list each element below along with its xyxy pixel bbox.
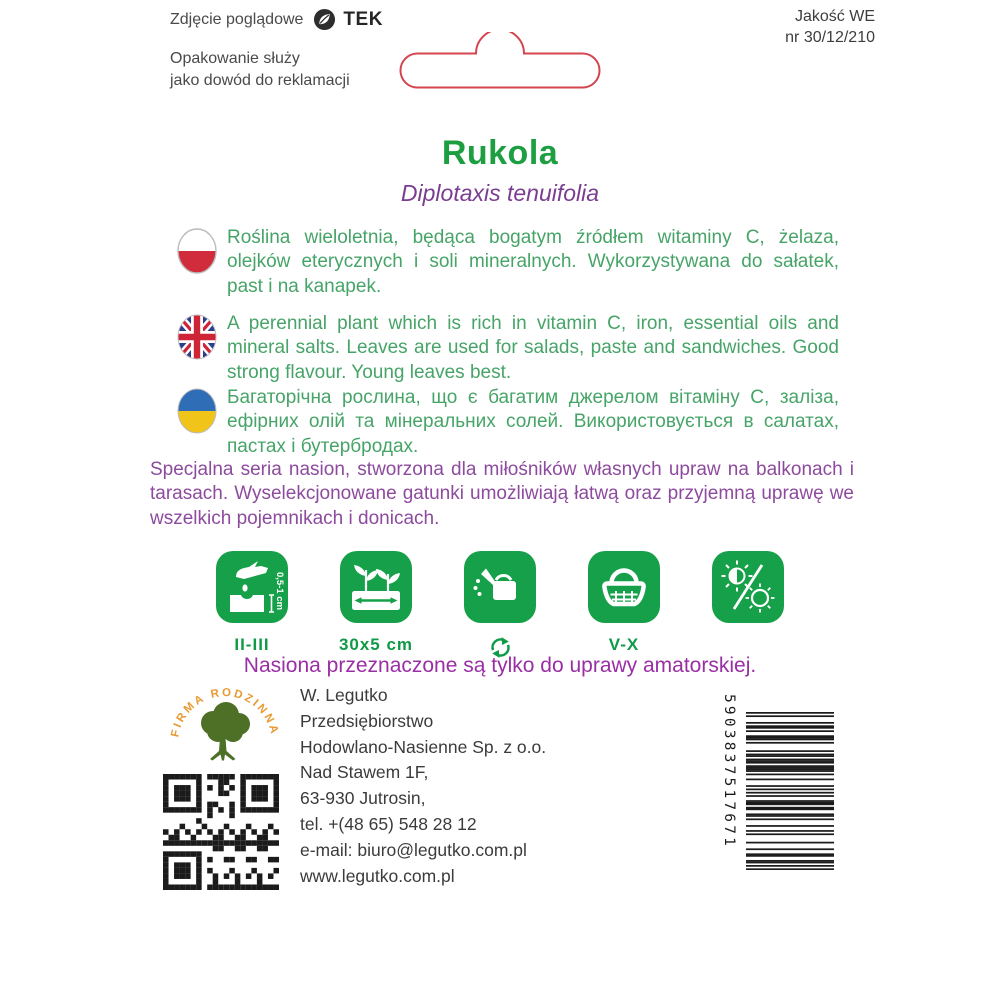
company-line: www.legutko.com.pl [300,865,455,886]
uk-flag-icon [177,314,217,360]
pictogram-sun [692,550,804,665]
sowing-months-label: II-III [234,635,270,654]
packaging-note [170,48,350,91]
packaging-note-line2: jako dowód do reklamacji [170,71,350,89]
pictogram-spacing [320,550,432,665]
page-title: Rukola [441,134,559,172]
tek-leaf-icon [313,8,336,31]
latin-name: Diplotaxis tenuifolia [400,180,600,206]
company-line: 63-930 Jutrosin, [300,788,426,809]
quality-line1: Jakość WE [794,8,875,25]
barcode [746,712,834,870]
quality-line2: nr 30/12/210 [785,29,875,46]
company-line: Nad Stawem 1F, [300,762,429,783]
plant-spacing-icon [339,550,413,624]
company-line: tel. +(48 65) 548 28 12 [300,813,477,834]
quality-mark [690,6,875,48]
sowing-depth-icon [215,550,289,624]
sowing-depth-text: 0,5-1 cm [274,572,285,611]
company-line: e-mail: biuro@legutko.com.pl [300,839,527,860]
tek-label: TEK [343,8,383,30]
tek-logo [313,8,383,31]
company-line: W. Legutko [300,685,388,705]
spacing-label: 30x5 cm [338,635,414,654]
pictogram-harvest [568,550,680,665]
oak-tree-icon [201,702,250,761]
description-uk: Багаторічна рослина, що є багатим джерелом вітаміну C, заліза, ефірних олій та мінеральних солей. Використовується в салатах, пастах і бутербродах. [227,387,839,457]
pictogram-row [196,550,804,665]
harvest-months-label: V-X [608,635,640,654]
special-series-note: Specjalna seria nasion, stworzona dla miłośników własnych upraw na balkonach i tarasach. Wyselekcjonowane gatunki umożliwiają łatwą oraz przyjemną uprawę we wszelkich pojemnikach i donicach. [150,459,854,529]
description-pl: Roślina wieloletnia, będąca bogatym źródłem witaminy C, żelaza, olejków eterycznych i soli mineralnych. Wykorzystywana do sałatek, past i na kanapek. [227,227,839,297]
barcode-number: 5903837517671 [721,694,737,850]
logo-arc-text: FIRMA RODZINNA [169,686,281,739]
photo-note: Zdjęcie poglądowe [170,10,304,28]
pictogram-sowing [196,550,308,665]
header-left [170,8,383,31]
poland-flag-icon [177,228,217,274]
company-line: Hodowlano-Nasienne Sp. z o.o. [300,736,547,757]
packaging-note-line1: Opakowanie służy [170,50,300,67]
family-company-logo [160,683,290,778]
company-address [300,683,546,889]
amateur-use-note: Nasiona przeznaczone są tylko do uprawy amatorskiej. [243,654,757,677]
qr-code [163,774,279,890]
pictogram-watering [444,550,556,665]
sun-exposure-icon [711,550,785,624]
company-line: Przedsiębiorstwo [300,710,434,731]
watering-can-icon [463,550,537,624]
harvest-basket-icon [587,550,661,624]
hang-hole [393,32,607,92]
description-en: A perennial plant which is rich in vitamin C, iron, essential oils and mineral salts. Leaves are used for salads, paste and sandwiches. Good strong flavour. Young leaves best. [227,313,839,383]
ukraine-flag-icon [177,388,217,434]
